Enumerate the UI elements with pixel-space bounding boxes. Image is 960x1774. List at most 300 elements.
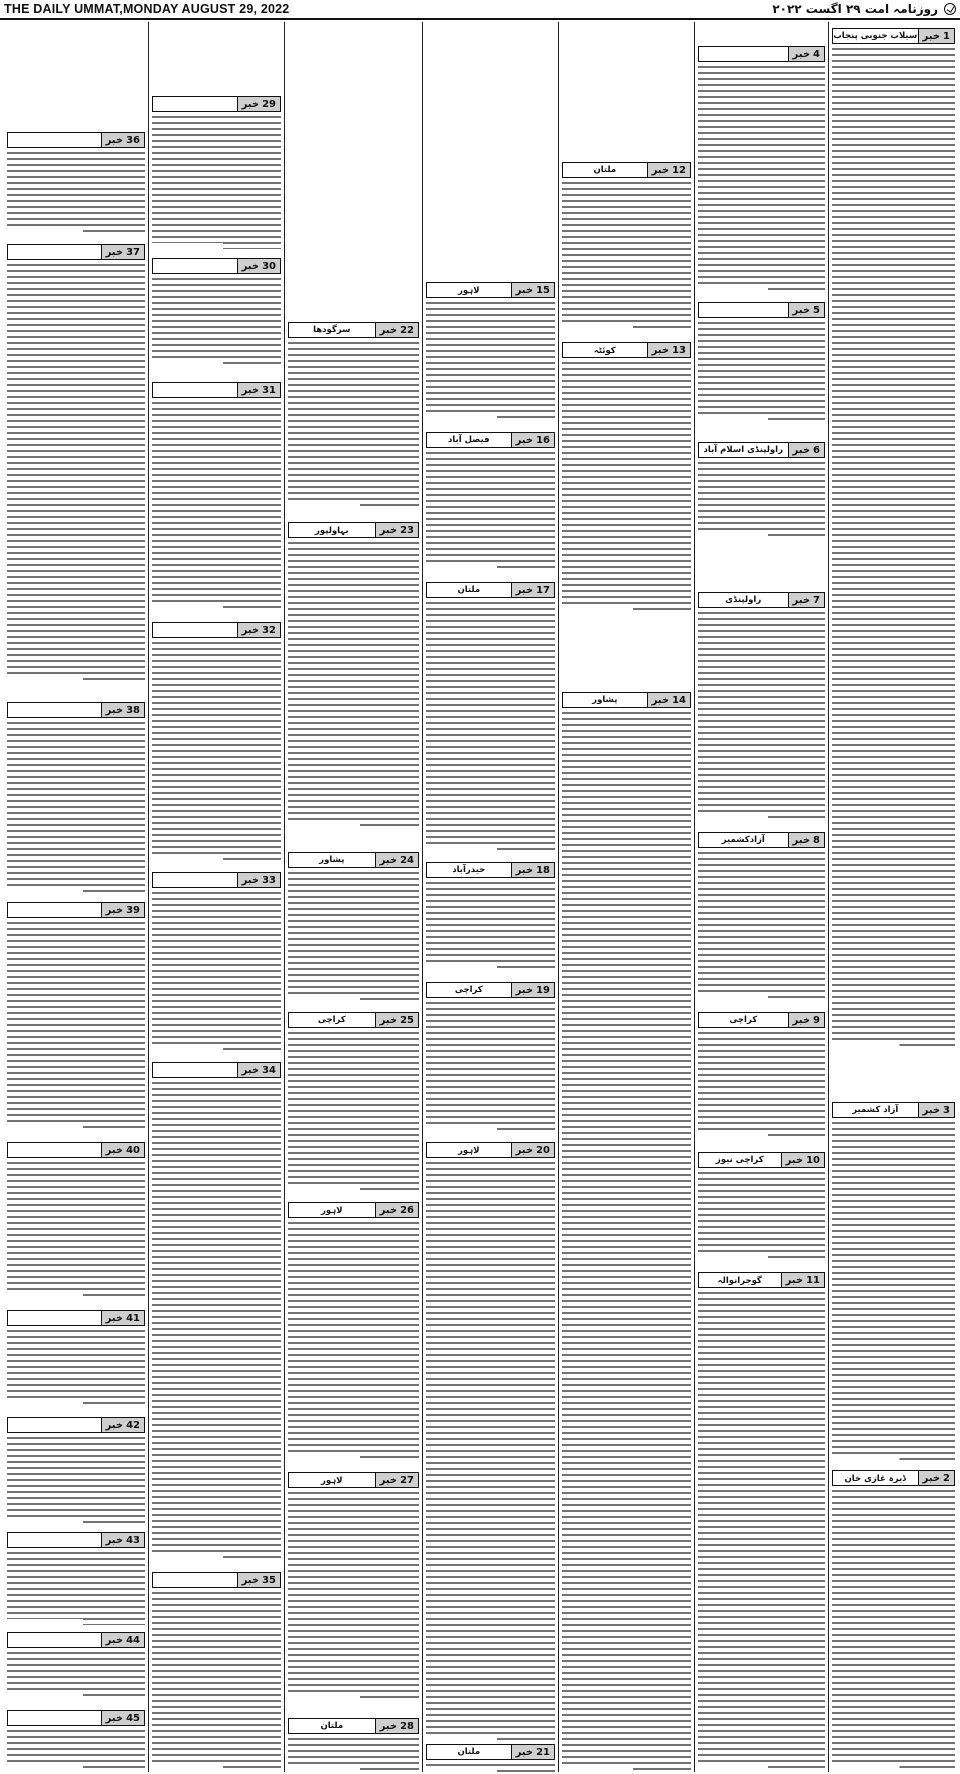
news-item-word: خبر bbox=[105, 1712, 124, 1724]
news-item-word: خبر bbox=[792, 444, 811, 456]
news-item bbox=[7, 902, 145, 918]
news-item bbox=[288, 852, 419, 868]
news-item-number bbox=[375, 1013, 418, 1027]
news-item-word: خبر bbox=[515, 434, 534, 446]
news-item bbox=[426, 982, 555, 998]
news-item-word: خبر bbox=[792, 48, 811, 60]
news-item-number bbox=[237, 623, 280, 637]
news-item bbox=[832, 1102, 955, 1118]
news-item-number-value: 22 bbox=[400, 324, 414, 336]
news-item-header bbox=[152, 382, 281, 398]
news-item-header bbox=[288, 522, 419, 538]
news-item-body bbox=[7, 1330, 145, 1408]
news-column bbox=[694, 22, 828, 1772]
news-item-body bbox=[562, 362, 691, 610]
news-item-word: خبر bbox=[105, 1534, 124, 1546]
news-item-number-value: 40 bbox=[126, 1144, 140, 1156]
news-item-word: خبر bbox=[792, 1014, 811, 1026]
news-item-word: خبر bbox=[651, 164, 670, 176]
news-item-number bbox=[918, 29, 954, 43]
news-item-number bbox=[375, 1473, 418, 1487]
news-item-body bbox=[7, 1730, 145, 1770]
news-columns bbox=[2, 22, 958, 1772]
news-item-number-value: 39 bbox=[126, 904, 140, 916]
news-item bbox=[426, 432, 555, 448]
news-item-place bbox=[8, 133, 101, 147]
news-item-header bbox=[152, 1572, 281, 1588]
news-item-number bbox=[511, 433, 554, 447]
news-item-word: خبر bbox=[241, 1064, 260, 1076]
news-item-place: ملتان bbox=[457, 1747, 481, 1757]
news-item-place bbox=[153, 1063, 237, 1077]
news-item-number-value: 1 bbox=[943, 30, 950, 42]
news-item-number-value: 8 bbox=[813, 834, 820, 846]
news-item bbox=[698, 832, 825, 848]
news-item-number-value: 6 bbox=[813, 444, 820, 456]
news-item-number bbox=[788, 833, 824, 847]
news-item-header bbox=[152, 622, 281, 638]
news-item-number-value: 33 bbox=[262, 874, 276, 886]
news-item bbox=[7, 1532, 145, 1548]
news-item-place: کراچی bbox=[317, 1015, 346, 1025]
news-item-header bbox=[562, 342, 691, 358]
news-item-body bbox=[426, 452, 555, 570]
news-item-number bbox=[511, 583, 554, 597]
news-item bbox=[698, 442, 825, 458]
news-item bbox=[288, 1472, 419, 1488]
news-item-header bbox=[698, 832, 825, 848]
news-column bbox=[828, 22, 958, 1772]
news-item-place: بہاولپور bbox=[315, 525, 349, 536]
news-item-word: خبر bbox=[105, 1634, 124, 1646]
news-item bbox=[7, 1310, 145, 1326]
news-item-place: سیلاب جنوبی پنجاب bbox=[833, 31, 918, 41]
news-item-number-value: 16 bbox=[536, 434, 550, 446]
news-item-body bbox=[426, 882, 555, 970]
news-item-number bbox=[788, 303, 824, 317]
news-item-body bbox=[698, 612, 825, 820]
news-item bbox=[152, 96, 281, 112]
news-item-number bbox=[237, 259, 280, 273]
news-item-body bbox=[426, 302, 555, 420]
news-item-place: پشاور bbox=[319, 855, 345, 865]
news-item-header bbox=[7, 244, 145, 260]
news-item-place: آزاد کشمیر bbox=[852, 1105, 899, 1115]
news-item-word: خبر bbox=[241, 98, 260, 110]
news-item bbox=[562, 162, 691, 178]
news-item-number bbox=[647, 693, 690, 707]
news-item-body bbox=[426, 1764, 555, 1772]
news-item-place bbox=[699, 303, 788, 317]
news-item-body bbox=[832, 1122, 955, 1460]
news-item-number-value: 12 bbox=[672, 164, 686, 176]
news-item-number-value: 41 bbox=[126, 1312, 140, 1324]
news-item-header bbox=[288, 852, 419, 868]
news-item-place bbox=[8, 1533, 101, 1547]
news-item-number bbox=[375, 523, 418, 537]
news-item-header bbox=[698, 592, 825, 608]
news-item-number bbox=[101, 703, 144, 717]
news-item-place bbox=[8, 1311, 101, 1325]
news-item bbox=[698, 592, 825, 608]
news-item-body bbox=[7, 1652, 145, 1700]
news-item-header bbox=[832, 28, 955, 44]
news-item-header bbox=[426, 282, 555, 298]
news-item-number bbox=[237, 1573, 280, 1587]
news-item-word: خبر bbox=[515, 864, 534, 876]
news-item-number-value: 20 bbox=[536, 1144, 550, 1156]
news-item-word: خبر bbox=[105, 704, 124, 716]
news-item-header bbox=[698, 442, 825, 458]
news-item-number-value: 10 bbox=[806, 1154, 820, 1166]
news-item-place bbox=[153, 259, 237, 273]
news-item-number bbox=[918, 1471, 954, 1485]
news-item-header bbox=[562, 692, 691, 708]
news-item-number-value: 32 bbox=[262, 624, 276, 636]
news-item-header bbox=[426, 1744, 555, 1760]
news-item-place bbox=[153, 623, 237, 637]
news-item bbox=[426, 582, 555, 598]
news-item-word: خبر bbox=[651, 694, 670, 706]
news-item-body bbox=[7, 722, 145, 895]
news-item-word: خبر bbox=[379, 1474, 398, 1486]
news-item-place bbox=[8, 903, 101, 917]
news-item-number-value: 42 bbox=[126, 1419, 140, 1431]
news-item-place bbox=[8, 703, 101, 717]
news-item-number-value: 2 bbox=[943, 1472, 950, 1484]
news-item-number bbox=[101, 1311, 144, 1325]
news-item-number-value: 23 bbox=[400, 524, 414, 536]
news-item-header bbox=[288, 1718, 419, 1734]
news-item-place: کراچی نیوز bbox=[715, 1155, 764, 1165]
news-item-body bbox=[7, 1552, 145, 1625]
news-item-header bbox=[288, 1012, 419, 1028]
masthead bbox=[0, 0, 960, 20]
news-item-number-value: 3 bbox=[943, 1104, 950, 1116]
news-item-word: خبر bbox=[792, 594, 811, 606]
news-item-header bbox=[152, 258, 281, 274]
news-item-place: ڈیرہ غازی خان bbox=[844, 1473, 906, 1484]
news-item-body bbox=[152, 116, 281, 249]
news-item-body bbox=[7, 1162, 145, 1300]
news-item bbox=[832, 1470, 955, 1486]
news-item bbox=[426, 1142, 555, 1158]
news-column bbox=[284, 22, 422, 1772]
news-item bbox=[7, 1417, 145, 1433]
news-item-header bbox=[7, 1417, 145, 1433]
news-item-place bbox=[153, 1573, 237, 1587]
news-item-header bbox=[698, 1272, 825, 1288]
news-item-number-value: 14 bbox=[672, 694, 686, 706]
news-item-word: خبر bbox=[515, 984, 534, 996]
news-item-body bbox=[832, 48, 955, 1046]
news-item bbox=[426, 1744, 555, 1760]
news-item bbox=[288, 1202, 419, 1218]
news-item-number-value: 45 bbox=[126, 1712, 140, 1724]
news-item-word: خبر bbox=[379, 1014, 398, 1026]
news-item-place: کراچی bbox=[454, 985, 483, 995]
news-item-word: خبر bbox=[241, 874, 260, 886]
news-item-word: خبر bbox=[379, 324, 398, 336]
news-item-number bbox=[101, 1633, 144, 1647]
news-item-word: خبر bbox=[379, 1204, 398, 1216]
news-item bbox=[562, 692, 691, 708]
news-item-body bbox=[426, 1162, 555, 1740]
news-item bbox=[152, 1062, 281, 1078]
news-item-number-value: 43 bbox=[126, 1534, 140, 1546]
news-item-place bbox=[8, 1711, 101, 1725]
news-column bbox=[148, 22, 284, 1772]
news-item-number-value: 38 bbox=[126, 704, 140, 716]
news-item-number bbox=[101, 1418, 144, 1432]
news-item bbox=[7, 244, 145, 260]
news-item-word: خبر bbox=[379, 1720, 398, 1732]
news-item-number-value: 5 bbox=[813, 304, 820, 316]
news-item-body bbox=[562, 712, 691, 1770]
news-item-body bbox=[698, 1292, 825, 1770]
news-item-number bbox=[647, 163, 690, 177]
news-item-number-value: 31 bbox=[262, 384, 276, 396]
news-item-word: خبر bbox=[241, 624, 260, 636]
news-item-word: خبر bbox=[105, 1312, 124, 1324]
news-item-body bbox=[288, 1738, 419, 1770]
news-item-word: خبر bbox=[379, 524, 398, 536]
news-item-body bbox=[152, 402, 281, 610]
news-item-word: خبر bbox=[651, 344, 670, 356]
news-item-number bbox=[101, 1533, 144, 1547]
news-item-place: لاہور bbox=[458, 1145, 480, 1156]
news-item-place: آزادکشمیر bbox=[721, 835, 765, 845]
news-item-number-value: 36 bbox=[126, 134, 140, 146]
news-item-number bbox=[781, 1153, 824, 1167]
news-item-header bbox=[698, 46, 825, 62]
news-item-word: خبر bbox=[241, 260, 260, 272]
news-item-header bbox=[562, 162, 691, 178]
news-item-place: ملتان bbox=[593, 165, 617, 175]
news-item-header bbox=[288, 1472, 419, 1488]
news-item bbox=[698, 46, 825, 62]
news-item-place: سرگودھا bbox=[313, 325, 351, 335]
news-item-number-value: 11 bbox=[806, 1274, 820, 1286]
news-item-number bbox=[781, 1273, 824, 1287]
news-item-number-value: 24 bbox=[400, 854, 414, 866]
news-item-number bbox=[511, 1745, 554, 1759]
news-column bbox=[4, 22, 148, 1772]
news-item-place: لاہور bbox=[321, 1475, 343, 1486]
news-item-body bbox=[7, 1437, 145, 1523]
news-item-header bbox=[7, 1142, 145, 1158]
news-item-body bbox=[288, 1032, 419, 1190]
news-item-header bbox=[832, 1470, 955, 1486]
news-item bbox=[7, 1710, 145, 1726]
news-item-number-value: 35 bbox=[262, 1574, 276, 1586]
news-item-place: کراچی bbox=[729, 1015, 758, 1025]
news-item bbox=[7, 1142, 145, 1158]
news-column bbox=[422, 22, 558, 1772]
news-item-place: گوجرانوالہ bbox=[717, 1275, 762, 1286]
news-item-word: خبر bbox=[241, 1574, 260, 1586]
news-item bbox=[288, 322, 419, 338]
news-item bbox=[152, 872, 281, 888]
news-item-number bbox=[511, 283, 554, 297]
news-item-word: خبر bbox=[785, 1154, 804, 1166]
news-item-number bbox=[237, 873, 280, 887]
news-item-body bbox=[288, 1222, 419, 1460]
news-item-header bbox=[152, 1062, 281, 1078]
news-item-place bbox=[8, 1418, 101, 1432]
news-item-place: کوئٹہ bbox=[593, 345, 616, 356]
news-item bbox=[426, 862, 555, 878]
news-item-number-value: 4 bbox=[813, 48, 820, 60]
news-item-body bbox=[698, 852, 825, 1000]
news-item-word: خبر bbox=[379, 854, 398, 866]
english-masthead-title: THE DAILY UMMAT,MONDAY AUGUST 29, 2022 bbox=[4, 2, 290, 16]
news-item bbox=[698, 302, 825, 318]
news-item-place: پشاور bbox=[592, 695, 618, 705]
news-item-word: خبر bbox=[105, 246, 124, 258]
news-item-number-value: 34 bbox=[262, 1064, 276, 1076]
news-item-body bbox=[152, 892, 281, 1050]
news-item-word: خبر bbox=[922, 30, 941, 42]
news-item bbox=[426, 282, 555, 298]
news-item-number bbox=[237, 1063, 280, 1077]
news-item-number bbox=[511, 983, 554, 997]
news-item-word: خبر bbox=[105, 1419, 124, 1431]
news-item-body bbox=[698, 1032, 825, 1140]
news-item-number-value: 18 bbox=[536, 864, 550, 876]
news-item-number-value: 29 bbox=[262, 98, 276, 110]
news-item-place bbox=[153, 873, 237, 887]
news-item-body bbox=[426, 602, 555, 850]
news-item-word: خبر bbox=[515, 1746, 534, 1758]
news-item-word: خبر bbox=[792, 304, 811, 316]
news-item-word: خبر bbox=[922, 1104, 941, 1116]
news-item bbox=[7, 132, 145, 148]
news-item-number-value: 13 bbox=[672, 344, 686, 356]
news-item-word: خبر bbox=[241, 384, 260, 396]
news-item-number bbox=[237, 383, 280, 397]
news-item bbox=[698, 1152, 825, 1168]
news-item-word: خبر bbox=[922, 1472, 941, 1484]
news-item-body bbox=[698, 322, 825, 420]
news-item-number-value: 15 bbox=[536, 284, 550, 296]
news-item-body bbox=[7, 922, 145, 1130]
news-item-place bbox=[699, 47, 788, 61]
news-item-number-value: 9 bbox=[813, 1014, 820, 1026]
news-item-body bbox=[152, 642, 281, 860]
news-item-header bbox=[7, 1710, 145, 1726]
news-item-number bbox=[375, 323, 418, 337]
news-item-place: فیصل آباد bbox=[447, 435, 490, 445]
news-item-body bbox=[288, 872, 419, 1000]
news-item-header bbox=[698, 302, 825, 318]
news-item-number bbox=[511, 863, 554, 877]
news-item-header bbox=[152, 96, 281, 112]
news-item-place: لاہور bbox=[458, 285, 480, 296]
news-item-number bbox=[375, 1719, 418, 1733]
news-item-number-value: 21 bbox=[536, 1746, 550, 1758]
news-item-word: خبر bbox=[515, 584, 534, 596]
news-item-body bbox=[698, 66, 825, 294]
news-item-word: خبر bbox=[515, 284, 534, 296]
news-item-number bbox=[101, 1711, 144, 1725]
news-item-word: خبر bbox=[105, 134, 124, 146]
news-item-header bbox=[426, 432, 555, 448]
news-item-number-value: 37 bbox=[126, 246, 140, 258]
news-item-place: ملتان bbox=[457, 585, 481, 595]
news-item-number-value: 19 bbox=[536, 984, 550, 996]
news-item bbox=[288, 1718, 419, 1734]
news-item-number-value: 44 bbox=[126, 1634, 140, 1646]
news-item-number bbox=[375, 853, 418, 867]
news-item-place: راولپنڈی اسلام آباد bbox=[703, 445, 783, 455]
news-item-header bbox=[288, 1202, 419, 1218]
urdu-masthead-title: روزنامہ امت ۲۹ اگست ۲۰۲۲ bbox=[772, 2, 938, 16]
news-item-place bbox=[8, 1143, 101, 1157]
news-item bbox=[152, 622, 281, 638]
news-item-place: ملتان bbox=[320, 1721, 344, 1731]
news-item-header bbox=[288, 322, 419, 338]
news-item-body bbox=[832, 1490, 955, 1770]
news-item-number-value: 25 bbox=[400, 1014, 414, 1026]
news-item-number bbox=[788, 443, 824, 457]
news-item-word: خبر bbox=[792, 834, 811, 846]
news-item-number bbox=[101, 133, 144, 147]
news-item-place bbox=[153, 97, 237, 111]
news-item-body bbox=[698, 1172, 825, 1260]
news-item-word: خبر bbox=[785, 1274, 804, 1286]
news-item-body bbox=[288, 1492, 419, 1702]
news-item-number bbox=[237, 97, 280, 111]
news-item-header bbox=[7, 1310, 145, 1326]
news-item-body bbox=[152, 1592, 281, 1770]
news-item bbox=[7, 1632, 145, 1648]
news-item-number bbox=[101, 1143, 144, 1157]
news-item-number bbox=[511, 1143, 554, 1157]
news-item-body bbox=[7, 152, 145, 235]
news-item-number bbox=[101, 245, 144, 259]
news-column bbox=[558, 22, 694, 1772]
news-item-header bbox=[426, 1142, 555, 1158]
news-item-body bbox=[288, 542, 419, 830]
news-item-place: لاہور bbox=[321, 1205, 343, 1216]
news-item bbox=[832, 28, 955, 44]
news-item-header bbox=[152, 872, 281, 888]
news-item-header bbox=[426, 582, 555, 598]
news-item-place: حیدرآباد bbox=[452, 865, 486, 875]
news-item bbox=[288, 1012, 419, 1028]
news-item-place bbox=[8, 1633, 101, 1647]
news-item-word: خبر bbox=[105, 1144, 124, 1156]
news-item bbox=[288, 522, 419, 538]
news-item bbox=[7, 702, 145, 718]
news-item-body bbox=[426, 1002, 555, 1130]
news-item bbox=[152, 382, 281, 398]
news-item-number bbox=[788, 593, 824, 607]
news-item-header bbox=[832, 1102, 955, 1118]
news-item-header bbox=[426, 982, 555, 998]
news-item-header bbox=[7, 702, 145, 718]
ummat-logo-icon bbox=[944, 3, 956, 15]
news-item-header bbox=[7, 1632, 145, 1648]
news-item-number-value: 17 bbox=[536, 584, 550, 596]
news-item bbox=[698, 1012, 825, 1028]
news-item-place bbox=[8, 245, 101, 259]
news-item-number bbox=[101, 903, 144, 917]
news-item-body bbox=[562, 182, 691, 330]
news-item-number-value: 27 bbox=[400, 1474, 414, 1486]
news-item-place bbox=[153, 383, 237, 397]
